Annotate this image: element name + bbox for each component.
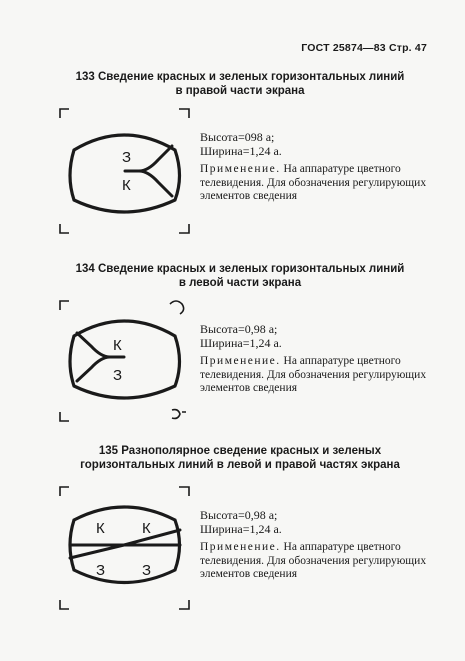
section-135-note-lead: Применение.: [200, 541, 281, 553]
section-135-note: [200, 541, 440, 582]
section-134-note-body: На аппаратуре цветного телевидения. Для обозначения регулирующих элементов сведения: [200, 355, 427, 394]
section-133-title-line2: в правой части экрана: [175, 85, 305, 97]
section-133-note-lead: Применение.: [200, 163, 281, 175]
section-134-width: Ширина=1,24 a.: [200, 336, 282, 350]
section-135-width: Ширина=1,24 a.: [200, 522, 282, 536]
section-135-spec: [200, 508, 282, 536]
section-135-height: Высота=0,98 a;: [200, 508, 278, 522]
section-133-title-line1: 133 Сведение красных и зеленых горизонтальных линий: [75, 71, 405, 83]
section-134-height: Высота=0,98 a;: [200, 322, 278, 336]
section-135-note-body: На аппаратуре цветного телевидения. Для обозначения регулирующих элементов сведения: [200, 541, 427, 580]
section-135-label-bottom-right: З: [142, 562, 152, 579]
section-135-label-top-right: К: [142, 520, 151, 537]
section-133-label-bottom: К: [122, 177, 131, 194]
section-134-title-line1: 134 Сведение красных и зеленых горизонтальных линий: [75, 263, 405, 275]
section-133-label-top: З: [122, 149, 132, 166]
section-134-label-bottom: З: [113, 367, 123, 384]
section-134-title-line2: в левой части экрана: [178, 277, 302, 289]
section-135-convergence-lines: [70, 530, 180, 558]
section-135-title-line1: 135 Разнополярное сведение красных и зеленых: [98, 445, 382, 457]
section-135-label-bottom-left: З: [96, 562, 106, 579]
page-header: ГОСТ 25874—83 Стр. 47: [301, 42, 427, 54]
section-134-label-top: К: [113, 337, 122, 354]
section-133-height: Высота=098 a;: [200, 130, 275, 144]
section-135-title-line2: горизонтальных линий в левой и правой частях экрана: [80, 459, 400, 471]
section-134-note-lead: Применение.: [200, 355, 281, 367]
section-135-label-top-left: К: [96, 520, 105, 537]
section-133-width: Ширина=1,24 a.: [200, 144, 282, 158]
section-133-note-body: На аппаратуре цветного телевидения. Для обозначения регулирующих элементов сведения: [200, 163, 427, 202]
